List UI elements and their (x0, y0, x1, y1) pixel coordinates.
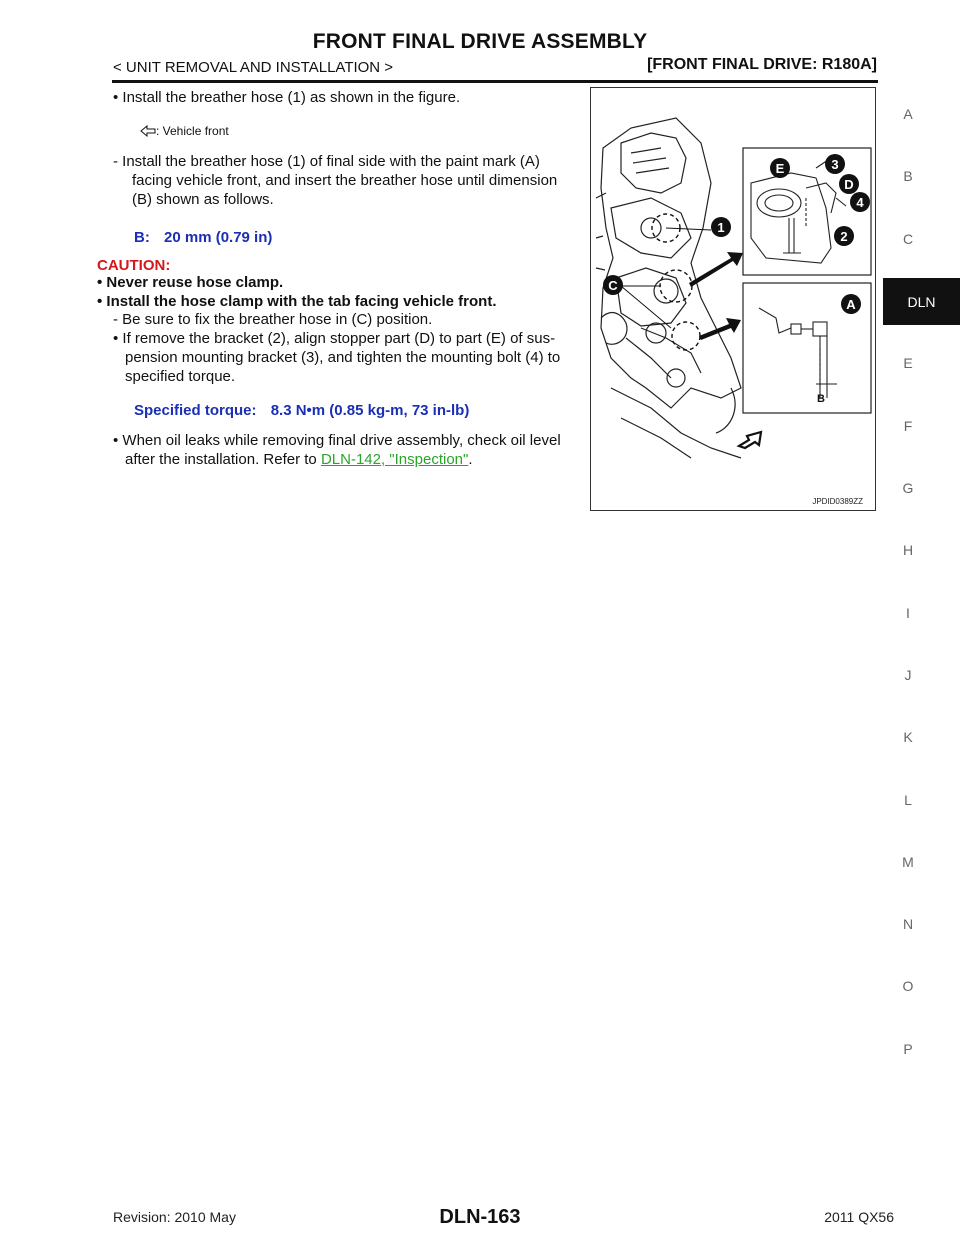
side-index-o[interactable]: O (902, 978, 914, 994)
side-index-g[interactable]: G (902, 480, 914, 496)
spec-dimension-b: B: 20 mm (0.79 in) (134, 229, 273, 246)
dash-install-final-side: - Install the breather hose (1) of final side with the paint mark (A) facing vehicle front, and insert the breather hose until dimension (B) shown as follows. (113, 153, 558, 208)
dash-fix-position: - Be sure to fix the breather hose in (C) position. (113, 311, 433, 328)
side-index-b[interactable]: B (903, 168, 913, 184)
side-index-dln-active[interactable]: DLN (883, 278, 960, 325)
bullet-dot: • (113, 89, 123, 106)
side-index-p[interactable]: P (903, 1041, 913, 1057)
page-number: DLN-163 (439, 1206, 521, 1228)
revision-label: Revision: 2010 May (113, 1209, 236, 1225)
side-index-k[interactable]: K (903, 729, 913, 745)
callout-4: 4 (850, 192, 870, 212)
callout-a: A (841, 294, 861, 314)
callout-d: D (839, 174, 859, 194)
callout-1: 1 (711, 217, 731, 237)
header-rule (112, 80, 878, 83)
bullet-install-breather: • Install the breather hose (1) as shown in the figure. (113, 89, 461, 106)
page-title: FRONT FINAL DRIVE ASSEMBLY (312, 30, 648, 53)
dimension-b-label: B (817, 393, 825, 405)
side-index-c[interactable]: C (902, 231, 914, 247)
breather-hose-figure (590, 87, 876, 511)
side-index-a[interactable]: A (903, 106, 913, 122)
breather-hose-illustration (591, 88, 875, 509)
side-index-m[interactable]: M (902, 854, 914, 870)
model-label: [FRONT FINAL DRIVE: R180A] (647, 56, 877, 73)
callout-3: 3 (825, 154, 845, 174)
figure-code: JPDID0389ZZ (812, 497, 863, 506)
side-index-e[interactable]: E (903, 355, 913, 371)
caution-item: • Never reuse hose clamp. (97, 274, 284, 291)
section-breadcrumb: < UNIT REMOVAL AND INSTALLATION > (113, 59, 394, 76)
vehicle-front-arrow-icon (140, 125, 156, 137)
caution-item: • Install the hose clamp with the tab facing vehicle front. (97, 293, 497, 310)
side-index-n[interactable]: N (902, 916, 914, 932)
side-index-i[interactable]: I (906, 605, 910, 621)
side-index-f[interactable]: F (903, 418, 913, 434)
side-index-j[interactable]: J (904, 667, 912, 683)
spec-torque: Specified torque: 8.3 N•m (0.85 kg-m, 73 in-lb) (134, 402, 470, 419)
side-index-h[interactable]: H (902, 542, 914, 558)
callout-c: C (603, 275, 623, 295)
caution-title: CAUTION: (97, 257, 171, 274)
bullet-oil-leak: • When oil leaks while removing final drive assembly, check oil level after the installation. Refer to DLN-142, "Inspection". (113, 432, 561, 468)
callout-2: 2 (834, 226, 854, 246)
caution-list (97, 273, 497, 311)
model-year-label: 2011 QX56 (824, 1209, 894, 1225)
callout-e: E (770, 158, 790, 178)
legend-vehicle-front: : Vehicle front (140, 124, 229, 138)
bullet-remove-bracket: • If remove the bracket (2), align stopper part (D) to part (E) of sus- pension mounting bracket (3), and tighten the mounting bolt (4) to specified torque. (113, 330, 561, 385)
inspection-link[interactable]: DLN-142, "Inspection" (320, 451, 469, 468)
side-index-l[interactable]: L (904, 792, 912, 808)
